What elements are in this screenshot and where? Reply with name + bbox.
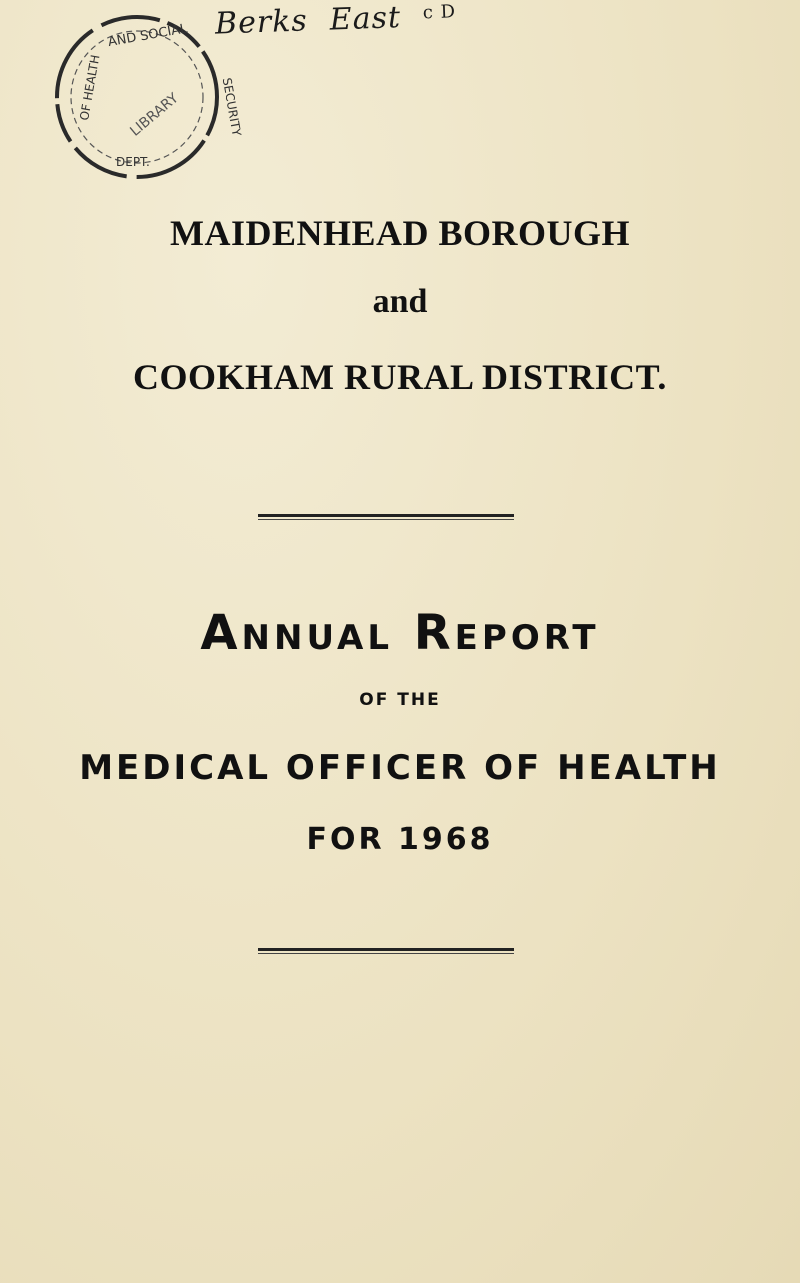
stamp-right-text: SECURITY xyxy=(219,76,244,138)
and-connector: and xyxy=(372,283,428,320)
annotation-code: c D xyxy=(422,1,457,24)
stamp-bottom-text: DEPT. xyxy=(116,155,150,169)
borough-title: MAIDENHEAD BOROUGH xyxy=(169,213,631,253)
report-title: Annual Report xyxy=(200,605,600,661)
stamp-top-text: AND SOCIAL xyxy=(106,21,189,51)
stamp-seal-graphic xyxy=(48,8,244,186)
bottom-divider xyxy=(258,948,514,954)
library-stamp xyxy=(48,8,244,186)
officer-title: MEDICAL OFFICER OF HEALTH xyxy=(79,748,721,788)
report-year: FOR 1968 xyxy=(306,822,494,857)
district-title: COOKHAM RURAL DISTRICT. xyxy=(133,357,667,397)
stamp-left-text: OF HEALTH xyxy=(77,53,103,122)
stamp-center-text: LIBRARY xyxy=(127,90,182,140)
of-the-label: OF THE xyxy=(359,690,441,710)
top-divider xyxy=(258,514,514,520)
annotation-word-berks: Berks xyxy=(214,3,309,42)
annotation-word-east: East xyxy=(329,0,402,38)
handwritten-annotation xyxy=(214,0,478,42)
